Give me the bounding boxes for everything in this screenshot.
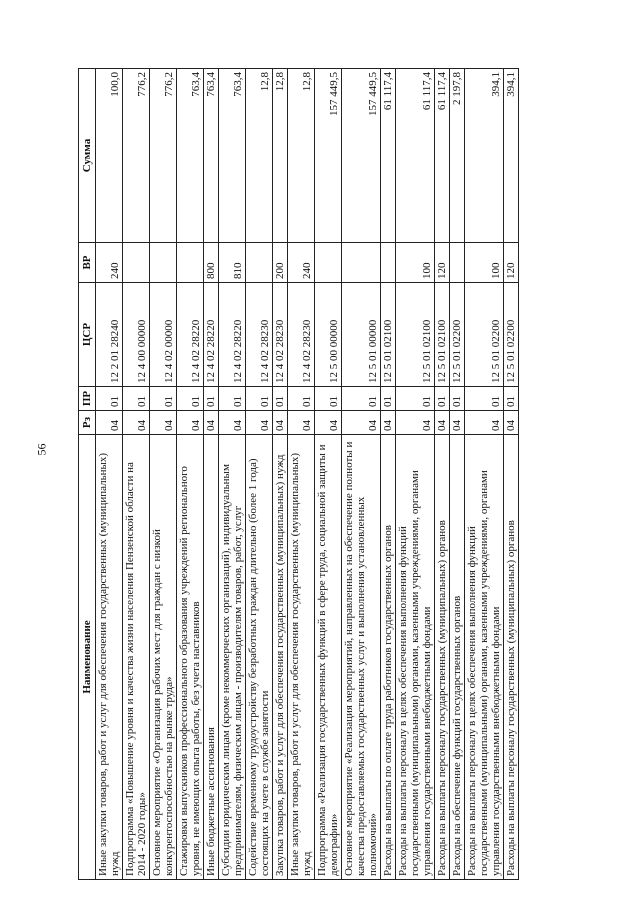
- cell-vr: [150, 243, 177, 283]
- cell-sum: 157 449,5: [315, 69, 342, 243]
- cell-name: Основное мероприятие «Реализация мероприятий, направленных на обеспечение полноты и качества предоставляемых государственных услуг и выполнения установленных полномочий»: [342, 435, 381, 880]
- cell-csr: 12 5 00 00000: [315, 283, 342, 387]
- cell-rz: 04: [315, 411, 342, 435]
- cell-vr: [315, 243, 342, 283]
- cell-name: Расходы на выплаты персоналу государственных (муниципальных) органов: [435, 435, 450, 880]
- cell-pr: 01: [273, 387, 288, 411]
- table-row: [342, 69, 381, 880]
- table-header-row: [79, 69, 96, 880]
- cell-name: Стажировки выпускников профессионального образования учреждений регионального уровня, не имеющих опыта работы, без учета наставников: [177, 435, 204, 880]
- cell-rz: 04: [396, 411, 435, 435]
- cell-rz: 04: [96, 411, 123, 435]
- cell-pr: 01: [315, 387, 342, 411]
- cell-pr: 01: [342, 387, 381, 411]
- cell-sum: 776,2: [123, 69, 150, 243]
- cell-name: Иные закупки товаров, работ и услуг для обеспечения государственных (муниципальных) нужд: [96, 435, 123, 880]
- cell-csr: 12 2 01 28240: [96, 283, 123, 387]
- cell-name: Закупка товаров, работ и услуг для обеспечения государственных (муниципальных) нужд: [273, 435, 288, 880]
- table-body: [96, 69, 519, 880]
- table-row: [96, 69, 123, 880]
- cell-pr: 01: [96, 387, 123, 411]
- cell-name: Подпрограмма «Повышение уровня и качества жизни населения Пензенской области на 2014 - 2020 годы»: [123, 435, 150, 880]
- cell-csr: 12 4 02 28230: [273, 283, 288, 387]
- cell-sum: 394,1: [504, 69, 519, 243]
- cell-pr: 01: [288, 387, 315, 411]
- header-pr: ПР: [79, 387, 96, 411]
- cell-csr: 12 4 02 28230: [246, 283, 273, 387]
- cell-rz: 04: [204, 411, 219, 435]
- cell-rz: 04: [504, 411, 519, 435]
- cell-name: Расходы на выплаты по оплате труда работников государственных органов: [381, 435, 396, 880]
- table-row: [396, 69, 435, 880]
- cell-vr: 800: [204, 243, 219, 283]
- cell-pr: 01: [381, 387, 396, 411]
- cell-pr: 01: [465, 387, 504, 411]
- cell-pr: 01: [450, 387, 465, 411]
- cell-sum: 100,0: [96, 69, 123, 243]
- cell-pr: 01: [123, 387, 150, 411]
- cell-csr: 12 4 02 00000: [150, 283, 177, 387]
- table-row: [465, 69, 504, 880]
- table-row: [123, 69, 150, 880]
- cell-sum: 12,8: [273, 69, 288, 243]
- cell-sum: 12,8: [288, 69, 315, 243]
- cell-sum: 61 117,4: [396, 69, 435, 243]
- cell-csr: 12 5 01 02200: [450, 283, 465, 387]
- cell-csr: 12 5 01 02100: [381, 283, 396, 387]
- cell-rz: 04: [150, 411, 177, 435]
- cell-sum: 61 117,4: [435, 69, 450, 243]
- table-row: [435, 69, 450, 880]
- cell-csr: 12 5 01 02200: [465, 283, 504, 387]
- cell-vr: [381, 243, 396, 283]
- cell-csr: 12 5 01 02100: [435, 283, 450, 387]
- table-row: [273, 69, 288, 880]
- table-row: [177, 69, 204, 880]
- cell-rz: 04: [123, 411, 150, 435]
- cell-rz: 04: [219, 411, 246, 435]
- cell-sum: 157 449,5: [342, 69, 381, 243]
- table-row: [204, 69, 219, 880]
- cell-name: Иные закупки товаров, работ и услуг для обеспечения государственных (муниципальных) нужд: [288, 435, 315, 880]
- cell-rz: 04: [342, 411, 381, 435]
- cell-rz: 04: [435, 411, 450, 435]
- cell-rz: 04: [288, 411, 315, 435]
- table-row: [288, 69, 315, 880]
- cell-pr: 01: [204, 387, 219, 411]
- budget-table-container: [78, 69, 586, 880]
- cell-name: Подпрограмма «Реализация государственных функций в сфере труда, социальной защиты и демографии»: [315, 435, 342, 880]
- cell-vr: [246, 243, 273, 283]
- cell-pr: 01: [177, 387, 204, 411]
- cell-csr: 12 5 01 02200: [504, 283, 519, 387]
- cell-rz: 04: [273, 411, 288, 435]
- header-vr: ВР: [79, 243, 96, 283]
- cell-pr: 01: [504, 387, 519, 411]
- cell-name: Расходы на выплаты персоналу в целях обеспечения выполнения функций государственными (муниципальными) органами, казенными учреждениями, органами управления государственными внебюджетными фондами: [465, 435, 504, 880]
- table-row: [219, 69, 246, 880]
- cell-vr: 120: [504, 243, 519, 283]
- cell-csr: 12 4 02 28220: [177, 283, 204, 387]
- cell-vr: 240: [96, 243, 123, 283]
- cell-sum: 394,1: [465, 69, 504, 243]
- cell-sum: 2 197,8: [450, 69, 465, 243]
- cell-vr: [342, 243, 381, 283]
- cell-rz: 04: [177, 411, 204, 435]
- cell-vr: [123, 243, 150, 283]
- cell-name: Расходы на выплаты персоналу государственных (муниципальных) органов: [504, 435, 519, 880]
- table-row: [315, 69, 342, 880]
- cell-sum: 12,8: [246, 69, 273, 243]
- cell-rz: 04: [246, 411, 273, 435]
- cell-pr: 01: [150, 387, 177, 411]
- cell-vr: 810: [219, 243, 246, 283]
- cell-name: Содействие временному трудоустройству безработных граждан длительно (более 1 года) состоящих на учете в службе занятости: [246, 435, 273, 880]
- cell-sum: 61 117,4: [381, 69, 396, 243]
- cell-name: Иные бюджетные ассигнования: [204, 435, 219, 880]
- cell-pr: 01: [435, 387, 450, 411]
- cell-rz: 04: [450, 411, 465, 435]
- rotated-table-frame: [78, 69, 586, 880]
- page-number: 56: [34, 443, 49, 456]
- header-name: Наименование: [79, 435, 96, 880]
- cell-csr: 12 4 02 28220: [204, 283, 219, 387]
- cell-rz: 04: [381, 411, 396, 435]
- cell-sum: 763,4: [219, 69, 246, 243]
- cell-vr: 100: [465, 243, 504, 283]
- cell-sum: 763,4: [177, 69, 204, 243]
- cell-csr: 12 5 01 00000: [342, 283, 381, 387]
- cell-vr: [450, 243, 465, 283]
- header-csr: ЦСР: [79, 283, 96, 387]
- table-row: [381, 69, 396, 880]
- table-row: [150, 69, 177, 880]
- table-row: [450, 69, 465, 880]
- cell-vr: [177, 243, 204, 283]
- budget-table: [78, 68, 519, 880]
- cell-sum: 776,2: [150, 69, 177, 243]
- header-sum: Сумма: [79, 69, 96, 243]
- header-rz: Рз: [79, 411, 96, 435]
- cell-csr: 12 5 01 02100: [396, 283, 435, 387]
- cell-rz: 04: [465, 411, 504, 435]
- cell-vr: 200: [273, 243, 288, 283]
- table-row: [246, 69, 273, 880]
- cell-vr: 120: [435, 243, 450, 283]
- cell-name: Основное мероприятие «Организация рабочих мест для граждан с низкой конкурентоспособностью на рынке труда»: [150, 435, 177, 880]
- cell-pr: 01: [396, 387, 435, 411]
- cell-pr: 01: [246, 387, 273, 411]
- cell-vr: 100: [396, 243, 435, 283]
- cell-name: Расходы на обеспечение функций государственных органов: [450, 435, 465, 880]
- cell-vr: 240: [288, 243, 315, 283]
- cell-name: Расходы на выплаты персоналу в целях обеспечения выполнения функций государственными (муниципальными) органами, казенными учреждениями, органами управления государственными внебюджетными фондами: [396, 435, 435, 880]
- cell-name: Субсидии юридическим лицам (кроме некоммерческих организаций), индивидуальным предпринимателям, физическим лицам - производителям товаров, работ, услуг: [219, 435, 246, 880]
- cell-csr: 12 4 00 00000: [123, 283, 150, 387]
- table-row: [504, 69, 519, 880]
- cell-pr: 01: [219, 387, 246, 411]
- cell-csr: 12 4 02 28220: [219, 283, 246, 387]
- cell-sum: 763,4: [204, 69, 219, 243]
- cell-csr: 12 4 02 28230: [288, 283, 315, 387]
